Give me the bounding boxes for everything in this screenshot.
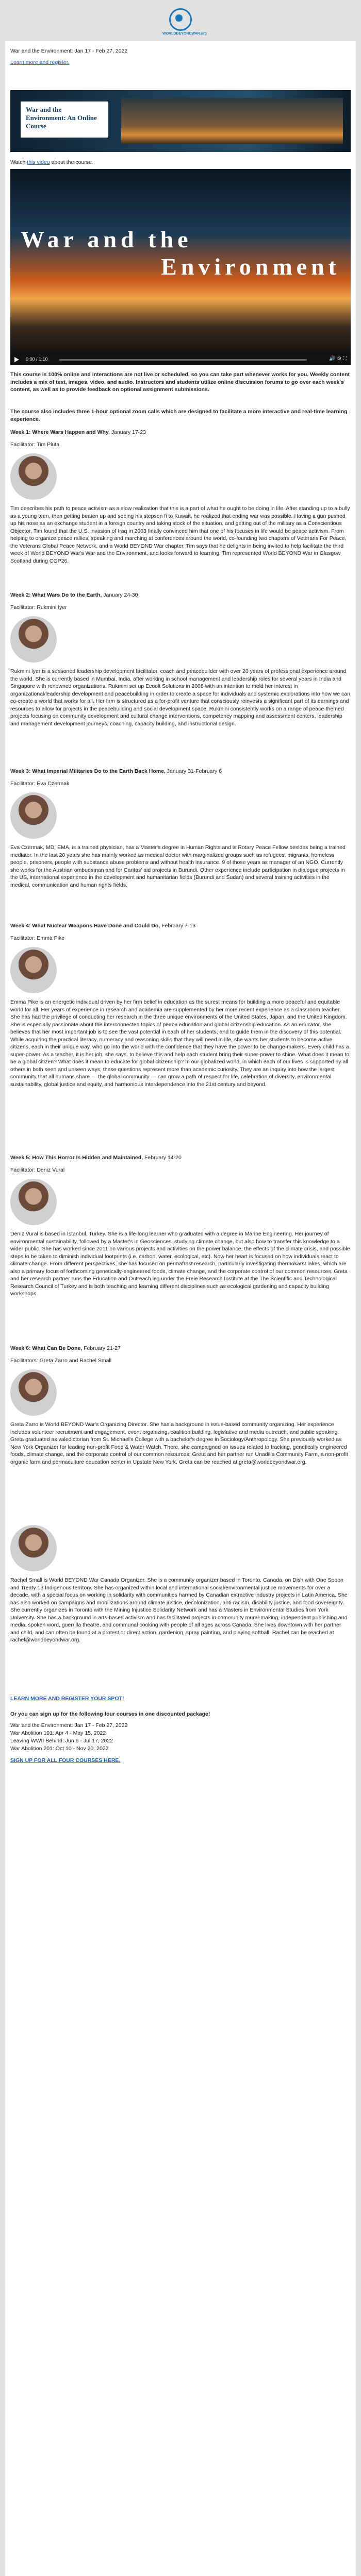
email-header [0,0,361,41]
volume-settings-fullscreen-icons[interactable]: 🔊 ⚙ ⛶ [329,356,347,362]
globe-icon [169,8,192,31]
play-icon[interactable] [14,357,19,362]
week-heading: Week 1: Where Wars Happen and Why, January 17-23 [10,429,146,435]
video-player[interactable] [10,169,351,354]
facilitator-label: Facilitator: Rukmini Iyer [10,604,67,611]
video-progress[interactable] [59,359,307,361]
week-heading: Week 5: How This Horror Is Hidden and Maintained, February 14-20 [10,1155,182,1161]
bundle-item: War and the Environment: Jan 17 - Feb 27, 2022 [10,1722,128,1728]
facilitator-bio: Eva Czermak, MD, EMA, is a trained physician, has a Master's degree in Human Rights and is Rotary Peace Fellow besides being a trained mediator. In the last 20 years she has mainly worked as medical doctor with marginalized groups such as refugees, migrants, homeless people, prisoners, people with substance abuse problems and without health insurance. 9 of those years as manager of an NGO. Currently she works for the Austrian ombudsman and for Caritas' aid projects in Burundi. Other experience include participation in dialogue projects in the US, international experience in the development and humanitarian fields (Burundi and Sudan) and several training activities in the medical, communication and human rights fields. [10,844,346,888]
facilitator-label: Facilitators: Greta Zarro and Rachel Small [10,1358,112,1364]
facilitator-label: Facilitator: Emma Pike [10,935,65,941]
facilitator-bio: Deniz Vural is based in Istanbul, Turkey. She is a life-long learner who graduated with a degree in Marine Engineering. Her journey of environmental sustainability, followed by a Master's in Geosciences, studying climate change, but also how to transfer this knowledge to a wider public. She has worked since 2011 on various projects and activities on the power balance, the effects of the climate crisis, and possible steps to be taken to diminish individual footprints (i.e. carbon, water, ecological, etc). Now her heart is focused on how individuals react to climate change. From different perspectives, she has focused on permafrost research, particularly investigating thermokarst lakes, which are also a primary focus of forthcoming genetically-engineered foods, climate change, and the corporate control of our common resources. Greta and her research partner runs the Education and Outreach leg under the Freie Research Institute at the The Scientific and Technological Research Council of Turkey and is both teaching and learning different disciplines such as ecological gardening and capacity building workshops. [10,1231,350,1297]
bundle-item: Leaving WWII Behind: Jun 6 - Jul 17, 2022 [10,1738,113,1744]
logo-text: WORLDBEYONDWAR.org [162,32,207,36]
logo[interactable] [162,8,207,36]
register-link[interactable]: LEARN MORE AND REGISTER YOUR SPOT! [10,1696,124,1702]
intro-zoom: The course also includes three 1-hour optional zoom calls which are designed to facilitate a more interactive and real-time learning experience. [10,409,348,422]
bundle-heading: Or you can sign up for the following four courses in one discounted package! [10,1711,210,1717]
week-heading: Week 2: What Wars Do to the Earth, January 24-30 [10,592,138,598]
bundle-signup-link[interactable]: SIGN UP FOR ALL FOUR COURSES HERE. [10,1757,121,1764]
video-title-line2: Environment [161,253,340,280]
week-heading: Week 3: What Imperial Militaries Do to the Earth Back Home, January 31-February 6 [10,768,222,774]
facilitator-photo [10,792,57,839]
facilitator-bio: Greta Zarro is World BEYOND War's Organizing Director. She has a background in issue-based community organizing. Her experience includes volunteer recruitment and engagement, event organizing, coalition building, legislative and media outreach, and public speaking. Greta graduated as valedictorian from St. Michael's College with a bachelor's degree in Sociology/Anthropology. She previously worked as New York Organizer for leading non-profit Food & Water Watch. There, she campaigned on issues related to fracking, genetically engineered foods, climate change, and the corporate control of our common resources. Greta and her partner run Unadilla Community Farm, a non-profit organic farm and permaculture education center in Upstate New York. Greta can be reached at greta@worldbeyondwar.org. [10,1421,348,1465]
facilitator-bio: Emma Pike is an energetic individual driven by her firm belief in education as the surest means for building a more peaceful and equitable world for all. Her years of experience in research and academia are supplemented by her more recent experience as a classroom teacher. She has had the privilege of conducting her research in the three unique environments of the United States, Japan, and the United Kingdom. She is especially passionate about the interconnected topics of peace education and global citizenship education. As an educator, she believes that her most important job is to see the vast potential in each of her students, and to guide them in the discovery of this potential. While acquiring the practical literacy, numeracy and reasoning skills that they will need in life, she wants her students to become active citizens, each in their unique way, who go into the world with the confidence that they have the power to be change-makers. Every child has a super-power. As a teacher, it is her job, she says, to believe this and help each student bring their super-power to shine. What does it mean to be a global citizen? What does it mean to educate for global citizenship? In our globalized world, in which each of our lives is supported by all others in both seen and unseen ways, these questions represent more than academic curiosity. They are an inquiry into how the largest community that all humans share — the global community — can grow a path of respect for life, celebration of diversity, environmental sustainability, global justice and equity, and harmonious interdependence into the 21st century and beyond. [10,999,350,1088]
facilitator-photo [10,1179,57,1225]
watch-line: Watch this video about the course. [10,159,93,165]
email-body [5,41,356,2576]
video-link[interactable]: this video [27,159,50,165]
week-heading: Week 4: What Nuclear Weapons Have Done and Could Do, February 7-13 [10,923,196,929]
course-banner[interactable] [10,90,351,152]
facilitator-label: Facilitator: Eva Czermak [10,781,70,787]
banner-image [121,98,343,144]
intro-text: This course is 100% online and interactions are not live or scheduled, so you can take part whenever works for you. Weekly content includes a mix of text, images, video, and audio. Instructors and students utilize online discussion forums to go over each week's content, as well as to provide feedback on optional assignment submissions. [10,371,350,393]
facilitator-photo [10,947,57,993]
learn-more-link[interactable]: Learn more and register. [10,59,70,65]
banner-title: War and the Environment: An Online Course [26,106,97,130]
page-title: War and the Environment: Jan 17 - Feb 27, 2022 [10,48,128,54]
facilitator-photo [10,616,57,663]
week-heading: Week 6: What Can Be Done, February 21-27 [10,1345,121,1351]
facilitator-photo [10,1369,57,1416]
facilitator-bio: Tim describes his path to peace activism as a slow realization that this is a part of what he ought to be doing in life. After standing up to a bully as a young teen, then getting beaten up and seeing his stepson fi to Kuwait, he realized that ending war was possible. Having a gun pushed up his nose as an exchange student in a foreign country and taking stock of the situation, and getting out of the military as a Conscientious Objector, Tim found that the U.S. invasion of Iraq in 2003 finally convinced him that one of his focuses in life would be peace activism. From helping to organize peace rallies, speaking and marching at conferences around the world, co-founding two chapters of Veterans For Peace, the Veterans Global Peace Network, and a World BEYOND War chapter, Tim says that he delights in being invited to help facilitate the third week of World BEYOND War's War and the Environment, and looks forward to learning. Tim represented World BEYOND War in Glasgow Scotland during COP26. [10,505,350,564]
facilitator-photo [10,1525,57,1571]
video-controls [10,354,351,365]
bundle-item: War Abolition 201: Oct 10 - Nov 20, 2022 [10,1745,109,1752]
facilitator-label: Facilitator: Tim Pluta [10,442,60,448]
video-title-line1: War and the [21,226,192,252]
video-time: 0:00 / 1:10 [26,357,48,362]
facilitator-label: Facilitator: Deniz Vural [10,1167,65,1173]
facilitator-bio: Rachel Small is World BEYOND War Canada Organizer. She is a community organizer based in Toronto, Canada, on Dish with One Spoon and Treaty 13 Indigenous territory. She has organized within local and international social/environmental justice movements for over a decade, with a special focus on working in solidarity with communities harmed by Canadian extractive industry projects in Latin America. She has also worked on campaigns and mobilizations around climate justice, decolonization, anti-racism, disability justice, and food sovereignty. She currently organizes in Toronto with the Mining Injustice Solidarity Network and has a Masters in Environmental Studies from York University. She has a background in arts-based activism and has facilitated projects in community mural-making, independent publishing and media, spoken word, guerrilla theatre, and communal cooking with people of all ages across Canada. She lives downtown with her partner and child, and can often be found at a protest or direct action, gardening, spray painting, and playing softball. Rachel can be reached at rachel@worldbeyondwar.org. [10,1577,348,1643]
facilitator-bio: Rukmini Iyer is a seasoned leadership development facilitator, coach and peacebuilder with over 20 years of professional experience around the world. She is currently based in Mumbai, India, after working in school management and leadership roles for several years in India and Singapore with renowned organizations. Rukmini set up Ecoolt Solutions in 2008 with an intention to meld her interest in organizational/leadership development and peacebuilding in order to create a space for individuals and systemic explorations into how we can co-create a world that works for all. Her firm is structured as a for-profit venture that consciously reinvests a significant part of its earnings and resources to allow for projects in the peacebuilding and social development space. Rukmini consistently works on a range of peace-themed projects focusing on community development and cultural change interventions, competency mapping and assessment centers, leadership and management development journeys, coaching, capacity building, and instructional design. [10,668,350,727]
bundle-item: War Abolition 101: Apr 4 - May 15, 2022 [10,1730,106,1736]
facilitator-photo [10,453,57,500]
